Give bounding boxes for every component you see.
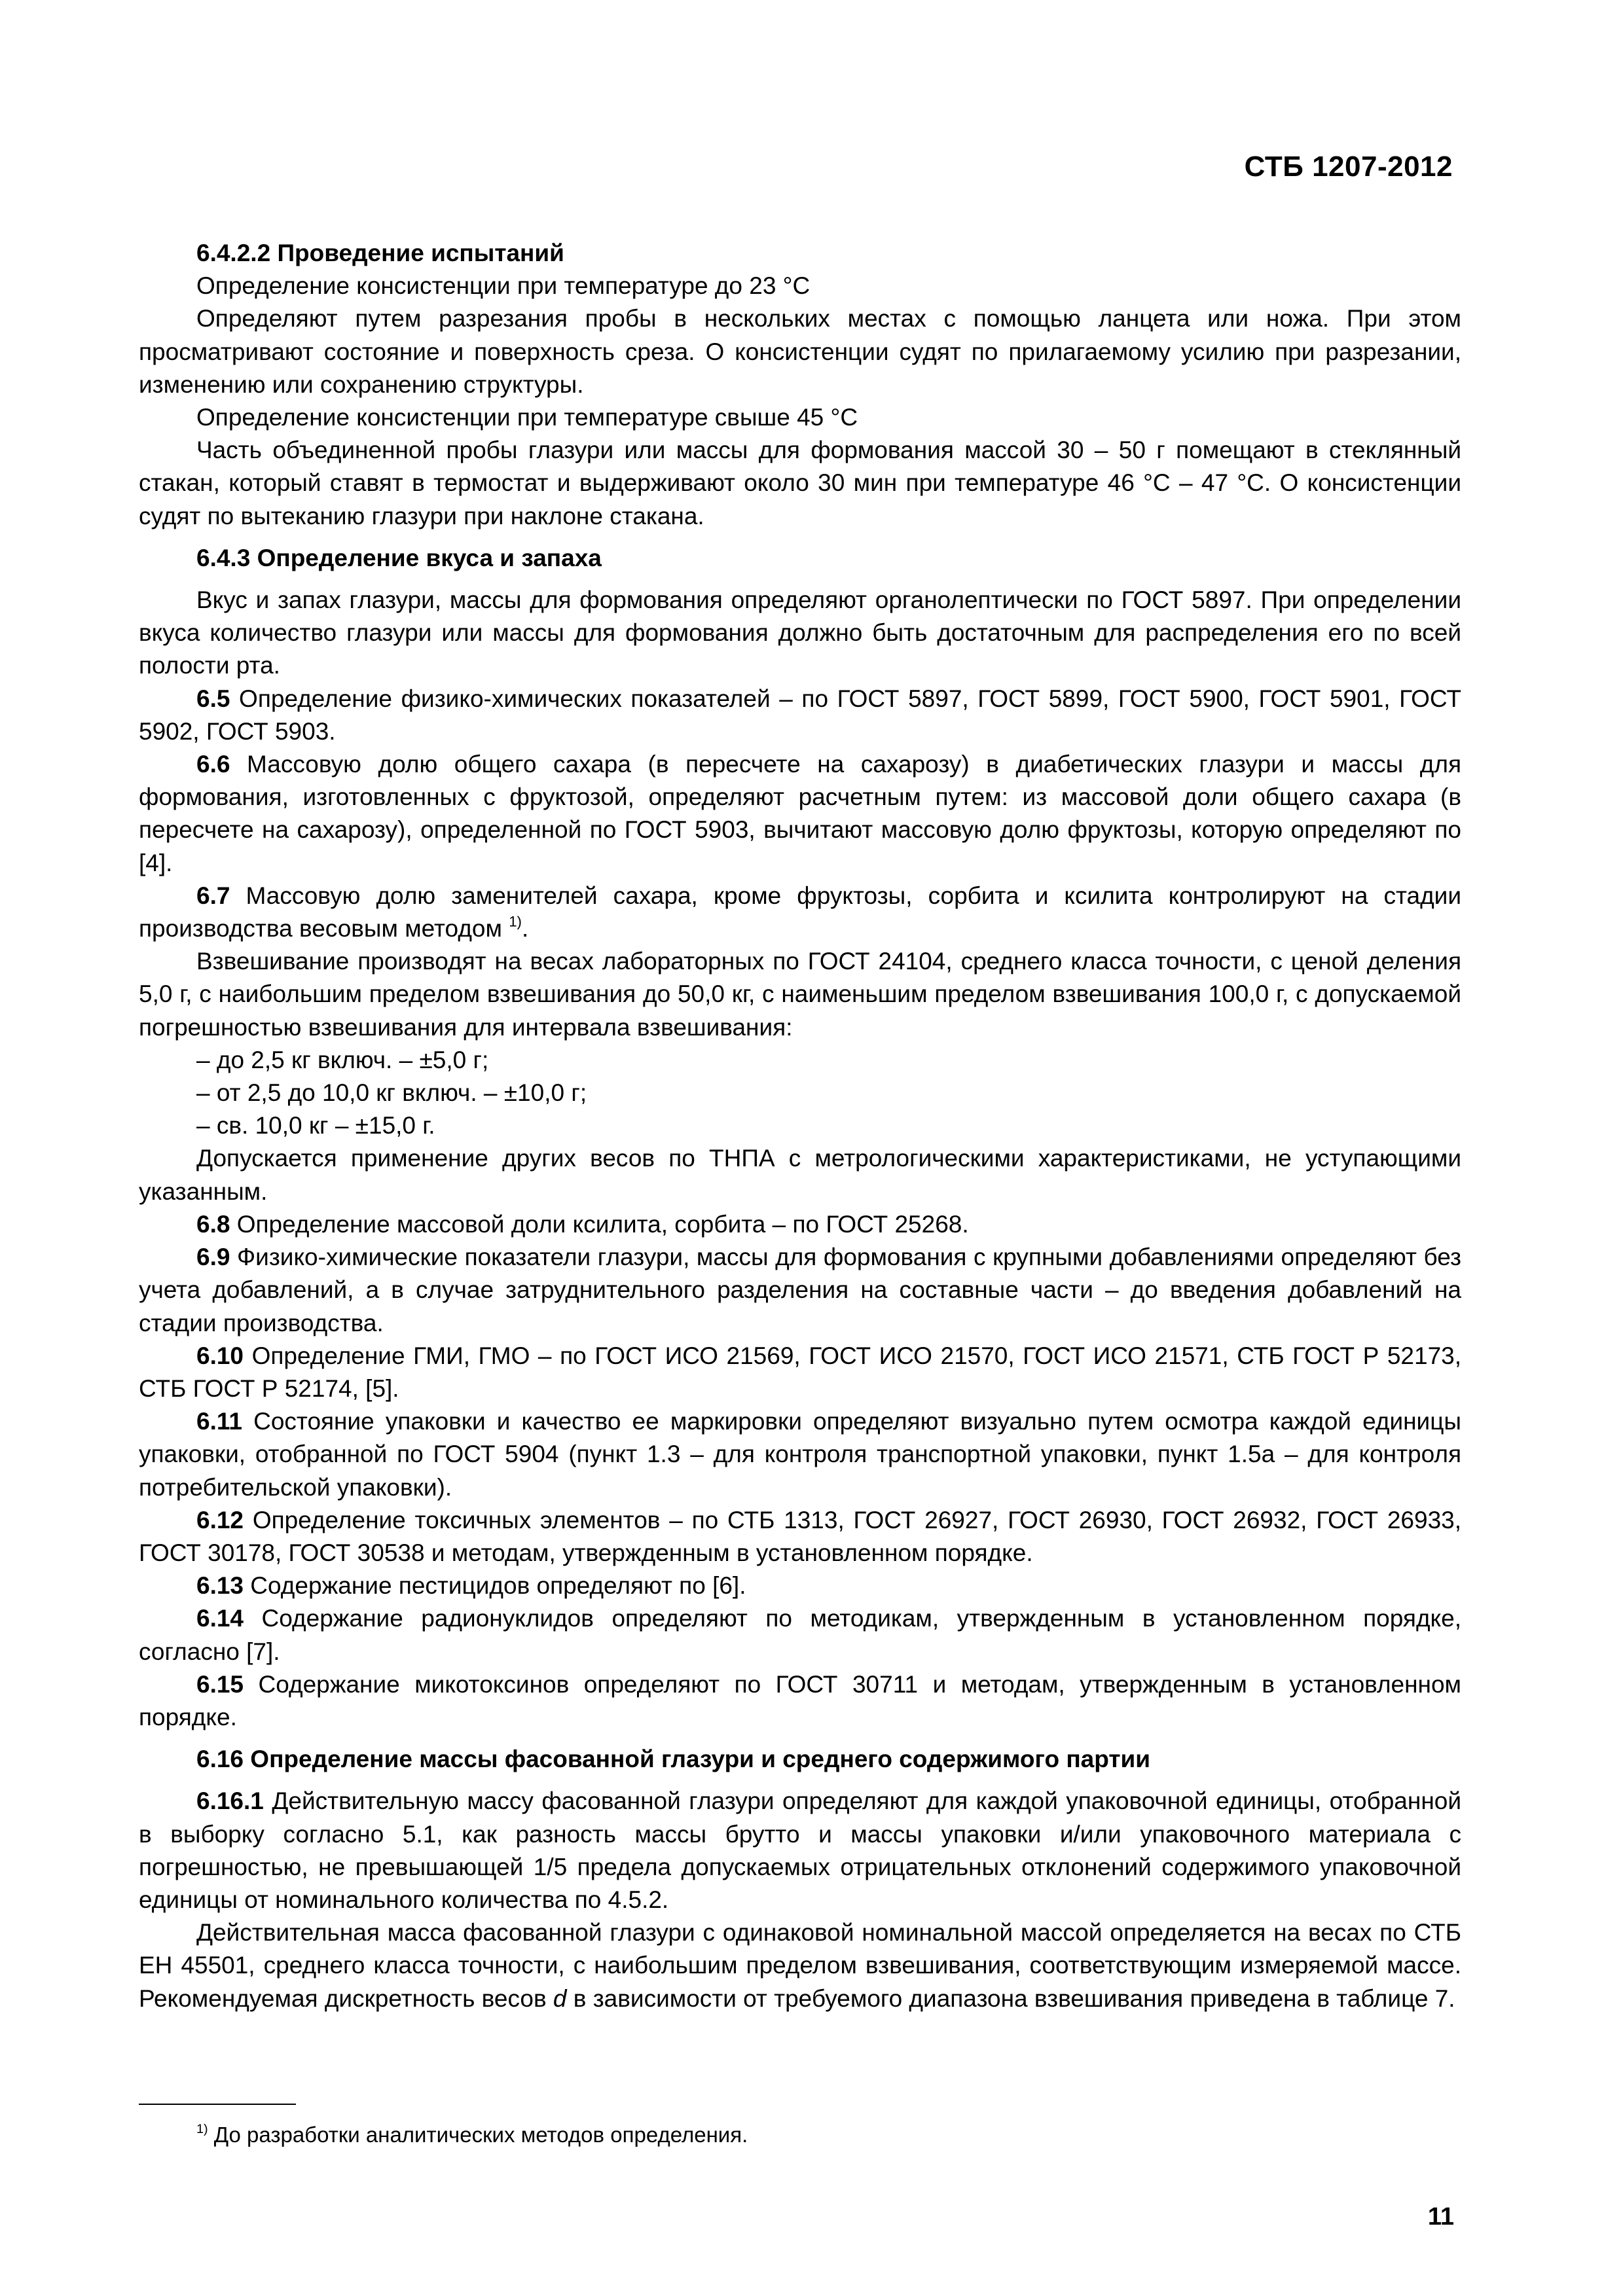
clause-6-5 (139, 683, 1461, 748)
section-number: 6.4.3 (196, 544, 251, 571)
clause-number: 6.9 (196, 1244, 230, 1271)
clause-6-11 (139, 1405, 1461, 1504)
paragraph: Определяют путем разрезания пробы в нескольких местах с помощью ланцета или ножа. При этом просматривают состояние и поверхность среза. О консистенции судят по прилагаемому усилию при разрезании, изменению или сохранению структуры. (139, 305, 1461, 398)
clause-6-8 (139, 1208, 1461, 1241)
footnote-reference: 1) (509, 913, 522, 930)
section-title: Проведение испытаний (277, 240, 564, 266)
list-item: – св. 10,0 кг – ±15,0 г. (196, 1112, 435, 1139)
document-code: СТБ 1207-2012 (1244, 151, 1453, 183)
clause-6-16-1 (139, 1785, 1461, 1916)
clause-number: 6.5 (196, 685, 230, 712)
page-number: 11 (1427, 2203, 1454, 2231)
clause-6-13 (139, 1570, 1461, 1602)
clause-6-7 (139, 880, 1461, 945)
clause-number: 6.16.1 (196, 1787, 264, 1815)
clause-number: 6.7 (196, 882, 230, 909)
section-6-16-heading (139, 1743, 1461, 1776)
section-6-4-2-2-heading (139, 237, 1461, 270)
clause-text: Определение массовой доли ксилита, сорбита – по ГОСТ 25268. (236, 1210, 969, 1238)
clause-text: Содержание радионуклидов определяют по методикам, утвержденным в установленном порядке, согласно [7]. (139, 1605, 1461, 1665)
paragraph: Часть объединенной пробы глазури или массы для формования массой 30 – 50 г помещают в стеклянный стакан, который ставят в термостат и выдерживают около 30 мин при температуре 46 °С – 47 °С. О консистенции судят по вытеканию глазури при наклоне стакана. (139, 437, 1461, 529)
clause-6-6 (139, 748, 1461, 880)
clause-number: 6.6 (196, 751, 230, 778)
paragraph-text: Действительная масса фасованной глазури с одинаковой номинальной массой определяется на весах по СТБ ЕН 45501, среднего класса точности, с наибольшим пределом взвешивания, соответствующим измеряемой массе. Рекомендуемая дискретность весов (139, 1919, 1461, 2012)
paragraph: Допускается применение других весов по ТНПА с метрологическими характеристиками, не уступающими указанным. (139, 1145, 1461, 1205)
paragraph: Вкус и запах глазури, массы для формования определяют органолептически по ГОСТ 5897. При определении вкуса количество глазури или массы для формования должно быть достаточным для распределения его по всей полости рта. (139, 586, 1461, 679)
footnote (196, 2121, 748, 2149)
clause-number: 6.12 (196, 1506, 244, 1534)
clause-text: Определение ГМИ, ГМО – по ГОСТ ИСО 21569, ГОСТ ИСО 21570, ГОСТ ИСО 21571, СТБ ГОСТ Р 52173, СТБ ГОСТ Р 52174, [5]. (139, 1342, 1461, 1402)
section-number: 6.16 (196, 1746, 244, 1773)
section-6-4-3-heading (139, 542, 1461, 575)
subheading: Определение консистенции при температуре до 23 °С (196, 272, 811, 300)
document-body (139, 237, 1461, 2015)
paragraph (139, 1916, 1461, 2015)
footnote-divider (139, 2104, 296, 2105)
section-title: Определение вкуса и запаха (257, 544, 602, 571)
clause-number: 6.14 (196, 1605, 244, 1632)
clause-6-9 (139, 1241, 1461, 1340)
clause-number: 6.10 (196, 1342, 244, 1369)
clause-text: Массовую долю общего сахара (в пересчете на сахарозу) в диабетических глазури и массы для формования, изготовленных с фруктозой, определяют расчетным путем: из массовой доли общего сахара (в пересчете на сахарозу), определенной по ГОСТ 5903, вычитают массовую долю фруктозы, которую определяют по [4]. (139, 751, 1461, 876)
footnote-mark: 1) (196, 2122, 208, 2137)
paragraph-text: в зависимости от требуемого диапазона взвешивания приведена в таблице 7. (573, 1984, 1455, 2012)
section-number: 6.4.2.2 (196, 240, 271, 266)
paragraph: Взвешивание производят на весах лабораторных по ГОСТ 24104, среднего класса точности, с ценой деления 5,0 г, с наибольшим пределом взвешивания до 50,0 кг, с наименьшим пределом взвешивания 100,0 г, с допускаемой погрешностью взвешивания для интервала взвешивания: (139, 948, 1461, 1041)
clause-end: . (521, 915, 529, 942)
list-item: – до 2,5 кг включ. – ±5,0 г; (196, 1046, 489, 1073)
subheading: Определение консистенции при температуре свыше 45 °С (196, 404, 858, 431)
clause-text: Определение физико-химических показателей – по ГОСТ 5897, ГОСТ 5899, ГОСТ 5900, ГОСТ 5901, ГОСТ 5902, ГОСТ 5903. (139, 685, 1462, 745)
clause-text: Определение токсичных элементов – по СТБ 1313, ГОСТ 26927, ГОСТ 26930, ГОСТ 26932, ГОСТ 26933, ГОСТ 30178, ГОСТ 30538 и методам, утвержденным в установленном порядке. (139, 1506, 1462, 1566)
clause-number: 6.13 (196, 1572, 244, 1600)
clause-number: 6.8 (196, 1210, 230, 1238)
clause-text: Содержание пестицидов определяют по [6]. (250, 1572, 746, 1600)
variable-d: d (553, 1984, 567, 2012)
clause-text: Физико-химические показатели глазури, массы для формования с крупными добавлениями определяют без учета добавлений, а в случае затруднительного разделения на составные части – до введения добавлений на стадии производства. (139, 1244, 1462, 1336)
clause-text: Состояние упаковки и качество ее маркировки определяют визуально путем осмотра каждой единицы упаковки, отобранной по ГОСТ 5904 (пункт 1.3 – для контроля транспортной упаковки, пункт 1.5а – для контроля потребительской упаковки). (139, 1408, 1461, 1501)
clause-number: 6.15 (196, 1670, 244, 1698)
clause-text: Массовую долю заменителей сахара, кроме фруктозы, сорбита и ксилита контролируют на стадии производства весовым методом (139, 882, 1461, 942)
list-item: – от 2,5 до 10,0 кг включ. – ±10,0 г; (196, 1079, 587, 1107)
clause-text: Содержание микотоксинов определяют по ГОСТ 30711 и методам, утвержденным в установленном порядке. (139, 1670, 1461, 1731)
clause-6-14 (139, 1602, 1461, 1668)
clause-6-10 (139, 1340, 1461, 1405)
section-title: Определение массы фасованной глазури и среднего содержимого партии (250, 1746, 1150, 1773)
clause-number: 6.11 (196, 1408, 242, 1435)
clause-6-12 (139, 1504, 1461, 1570)
clause-6-15 (139, 1668, 1461, 1734)
clause-text: Действительную массу фасованной глазури определяют для каждой упаковочной единицы, отобранной в выборку согласно 5.1, как разность массы брутто и массы упаковки и/или упаковочного материала с погрешностью, не превышающей 1/5 предела допускаемых отрицательных отклонений содержимого упаковочной единицы от номинального количества по 4.5.2. (139, 1787, 1461, 1913)
footnote-text: До разработки аналитических методов определения. (213, 2123, 748, 2147)
